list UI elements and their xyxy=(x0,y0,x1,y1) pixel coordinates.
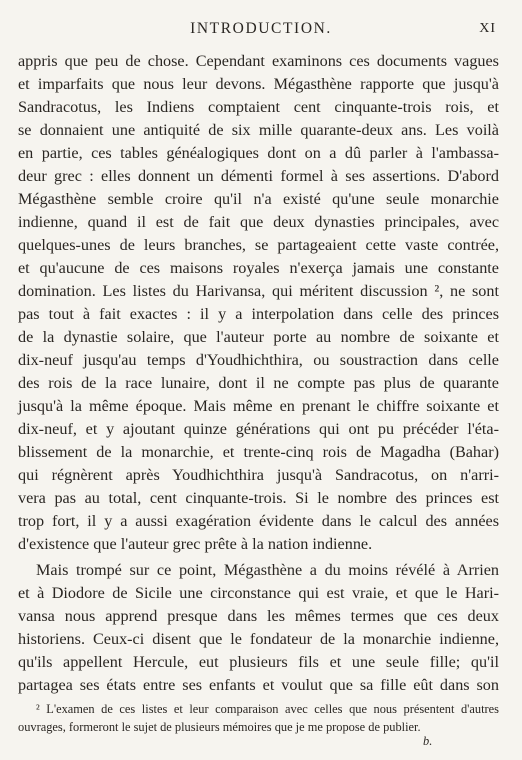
page-number: XI xyxy=(479,21,496,36)
text-line: des rois de la race lunaire, dont il ne compte pas plus de quarante xyxy=(18,374,499,392)
text-line: vansa nous apprend presque dans les mêmes termes que ces deux xyxy=(18,607,499,625)
text-line: pas tout à fait exactes : il y a interpolation dans celle des princes xyxy=(18,305,499,323)
text-line: appris que peu de chose. Cependant examinons ces documents vagues xyxy=(18,52,499,70)
text-line: jusqu'à la même époque. Mais même en prenant le chiffre soixante et xyxy=(18,397,499,415)
text-line: qui régnèrent après Youdhichthira jusqu'à Sandracotus, on n'arri- xyxy=(18,466,499,484)
text-line: indienne, quand il est de fait que deux dynasties principales, avec xyxy=(18,213,499,231)
footnote-line: ² L'examen de ces listes et leur comparaison avec celles que nous présentent d'autres xyxy=(36,702,499,716)
text-line: blissement de la monarchie, et trente-cinq rois de Magadha (Bahar) xyxy=(18,443,499,461)
text-line: se donnaient une antiquité de six mille quarante-deux ans. Les voilà xyxy=(18,121,499,139)
text-line: Sandracotus, les Indiens comptaient cent cinquante-trois rois, et xyxy=(18,98,499,116)
text-line: en partie, ces tables généalogiques dont on a dû parler à l'ambassa- xyxy=(18,144,499,162)
text-line: Mégasthène semble croire qu'il n'a existé qu'une seule monarchie xyxy=(18,190,499,208)
text-line: domination. Les listes du Harivansa, qui méritent discussion ², ne sont xyxy=(18,282,499,300)
signature-mark: b. xyxy=(423,734,433,748)
text-line: qu'ils appellent Hercule, eut plusieurs fils et une seule fille; qu'il xyxy=(18,653,499,671)
text-line: deur grec : elles donnent un démenti formel à ses assertions. D'abord xyxy=(18,167,499,185)
text-line: d'existence que l'auteur grec prête à la nation indienne. xyxy=(18,535,373,553)
running-header-title: INTRODUCTION. xyxy=(190,20,332,37)
text-line: et qu'aucune de ces maisons royales n'exerça jamais une constante xyxy=(18,259,499,277)
text-line: vera pas au total, cent cinquante-trois. Si le nombre des princes est xyxy=(18,489,499,507)
text-line: quelques-unes de leurs branches, se partageaient cette vaste contrée, xyxy=(18,236,499,254)
text-line: partagea ses états entre ses enfants et voulut que sa fille eût dans son xyxy=(18,676,499,694)
text-line: et imparfaits que nous leur devons. Mégasthène rapporte que jusqu'à xyxy=(18,75,499,93)
footnote-line: ouvrages, formeront le sujet de plusieurs mémoires que je me propose de publier. xyxy=(18,720,421,734)
text-line: dix-neuf, et y ajoutant quinze générations qui ont pu précéder l'éta- xyxy=(18,420,499,438)
text-line: de la dynastie solaire, que l'auteur porte au nombre de soixante et xyxy=(18,328,499,346)
text-line: Mais trompé sur ce point, Mégasthène a du moins révélé à Arrien xyxy=(36,561,499,579)
text-line: historiens. Ceux-ci disent que le fondateur de la monarchie indienne, xyxy=(18,630,499,648)
text-line: trop fort, il y a aussi exagération évidente dans le calcul des années xyxy=(18,512,499,530)
text-line: dix-neuf jusqu'au temps d'Youdhichthira, ou soustraction dans celle xyxy=(18,351,499,369)
text-line: et à Diodore de Sicile une circonstance qui est vraie, et que le Hari- xyxy=(18,584,499,602)
